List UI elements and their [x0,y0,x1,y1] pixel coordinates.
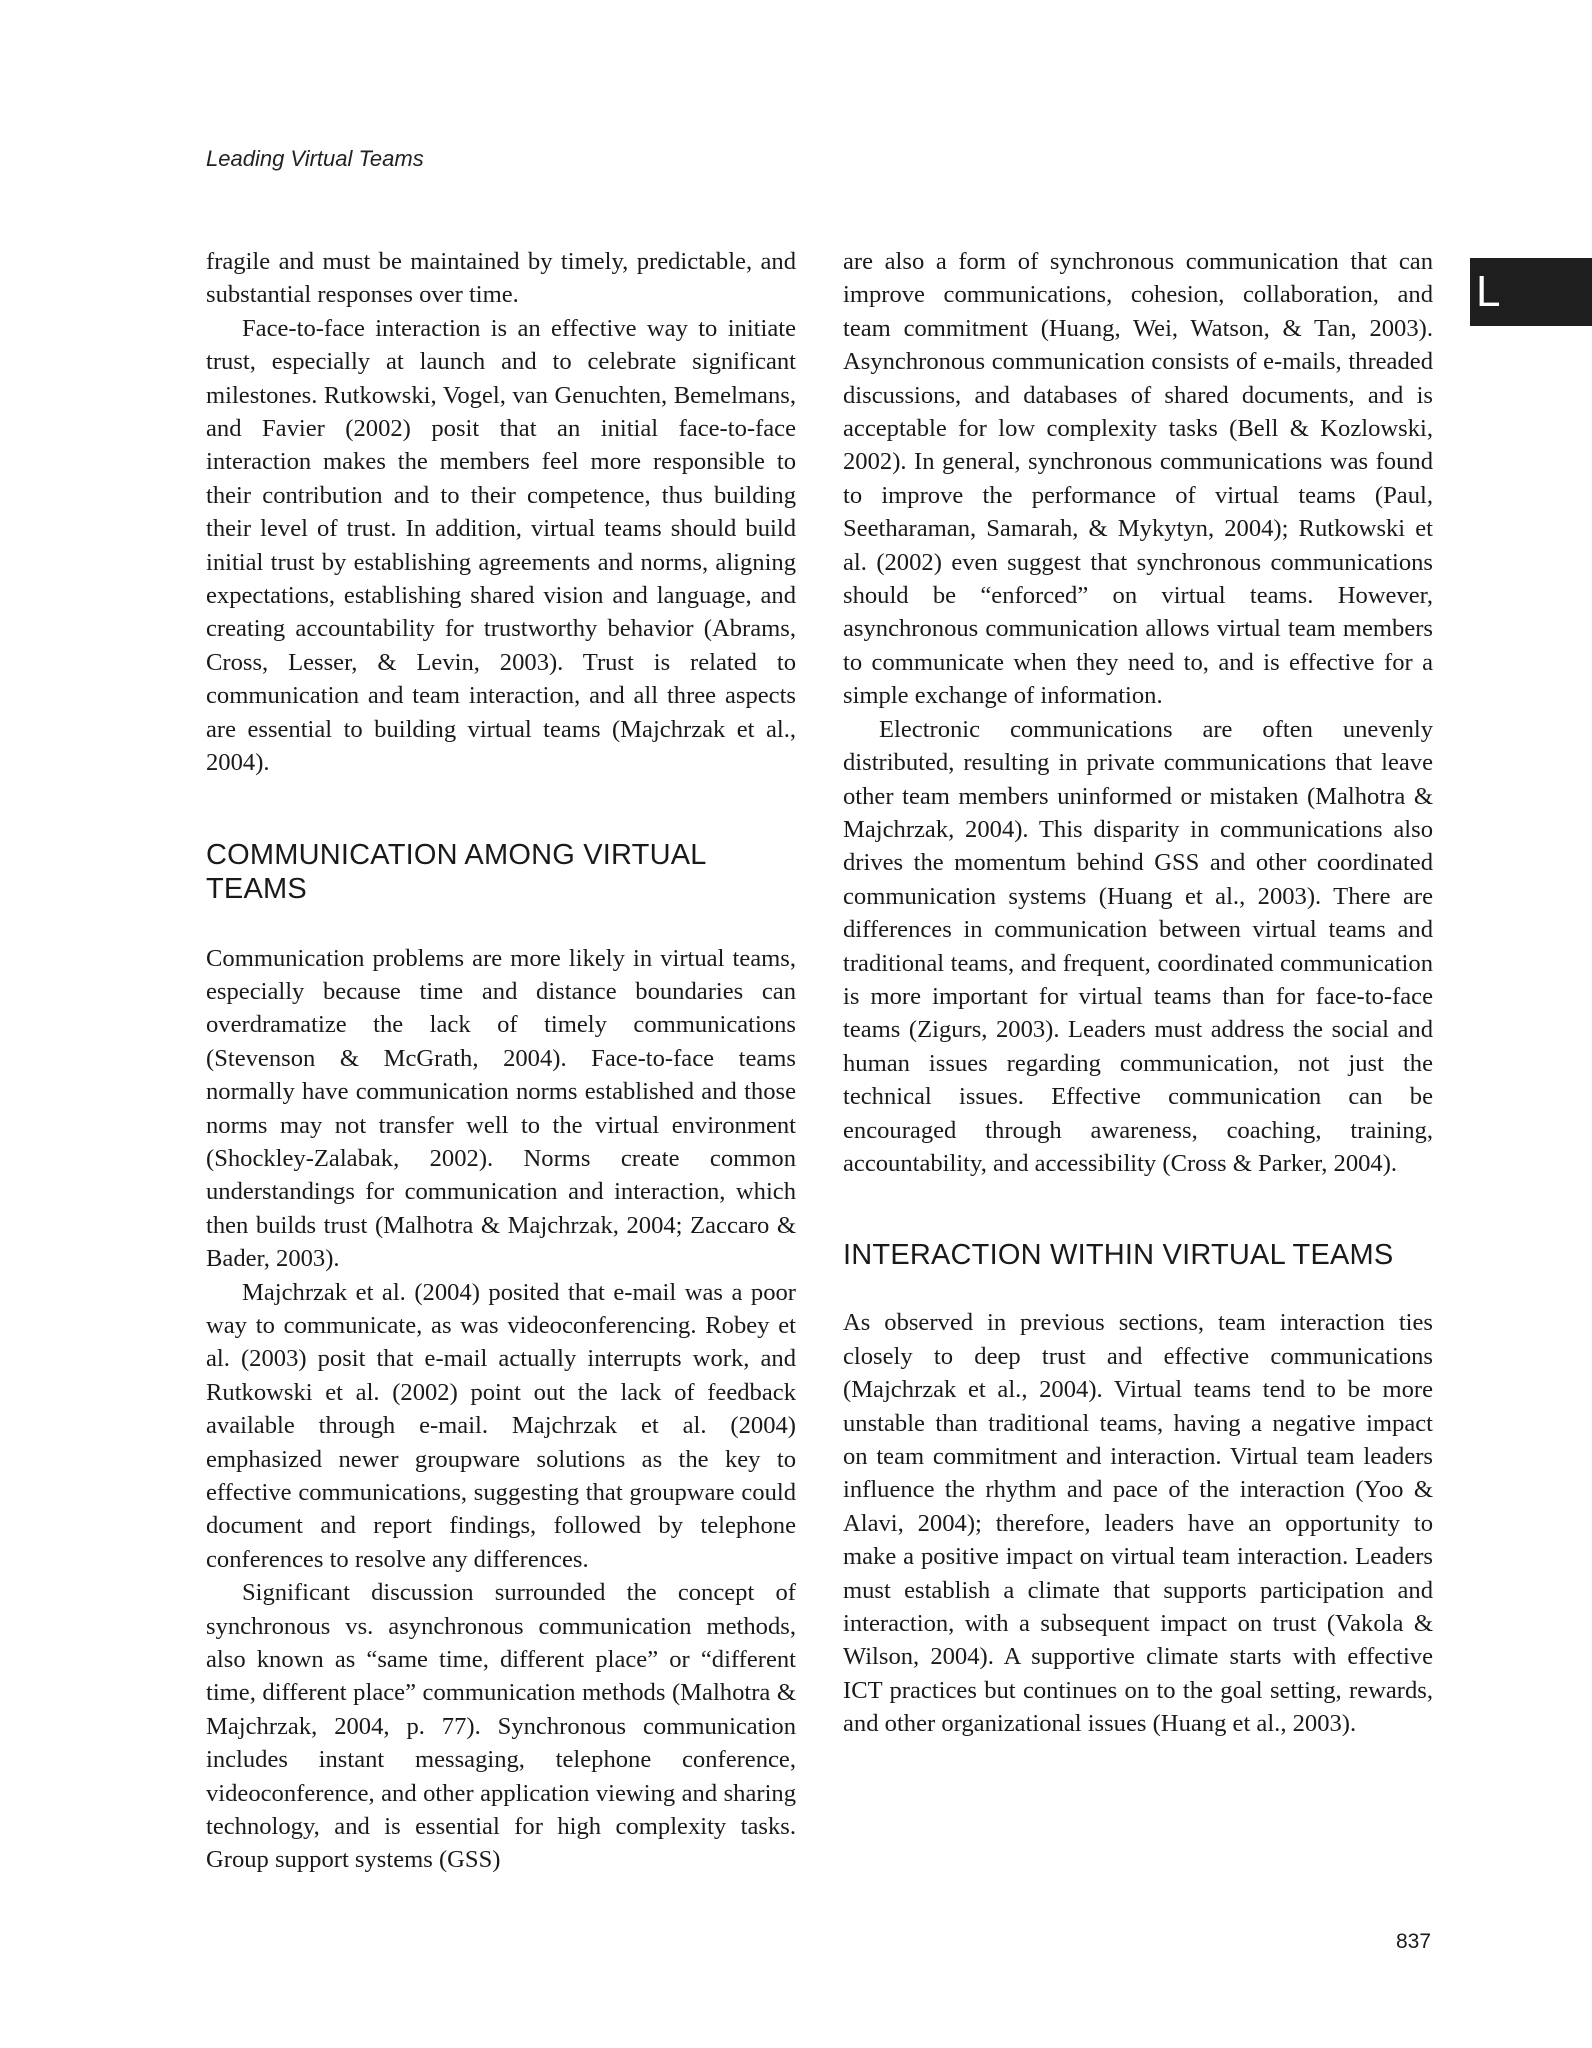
paragraph: Majchrzak et al. (2004) posited that e-mail was a poor way to communicate, as was videoconferencing. Robey et al. (2003) posit that e-mail actually interrupts work, and Rutkowski et al. (2002) point out the lack of feedback available through e-mail. Majchrzak et al. (2004) emphasized newer groupware solutions as the key to effective communications, suggesting that groupware could document and report findings, followed by telephone conferences to resolve any differences. [206,1278,796,1573]
right-column [843,245,1433,1741]
section-heading: COMMUNICATION AMONG VIRTUAL TEAMS [206,838,706,905]
paragraph: As observed in previous sections, team interaction ties closely to deep trust and effective communications (Majchrzak et al., 2004). Virtual teams tend to be more unstable than traditional teams, having a negative impact on team commitment and interaction. Virtual team leaders influence the rhythm and pace of the interaction (Yoo & Alavi, 2004); therefore, leaders have an opportunity to make a positive impact on virtual team interaction. Leaders must establish a climate that supports participation and interaction, with a subsequent impact on trust (Vakola & Wilson, 2004). A supportive climate starts with effective ICT practices but continues on to the goal setting, rewards, and other organizational issues (Huang et al., 2003). [843,1309,1433,1738]
paragraph: Electronic communications are often unevenly distributed, resulting in private communications that leave other team members uninformed or mistaken (Malhotra & Majchrzak, 2004). This disparity in communications also drives the momentum behind GSS and other coordinated communication systems (Huang et al., 2003). There are differences in communication between virtual teams and traditional teams, and frequent, coordinated communication is more important for virtual teams than for face-to-face teams (Zigurs, 2003). Leaders must address the social and human issues regarding communication, not just the technical issues. Effective communication can be encouraged through awareness, coaching, training, accountability, and accessibility (Cross & Parker, 2004). [843,715,1433,1177]
section-tab: L [1470,258,1592,326]
paragraph: Face-to-face interaction is an effective way to initiate trust, especially at launch and to celebrate significant milestones. Rutkowski, Vogel, van Genuchten, Bemelmans, and Favier (2002) posit that an initial face-to-face interaction makes the members feel more responsible to their contribution and to their competence, thus building their level of trust. In addition, virtual teams should build initial trust by establishing agreements and norms, aligning expectations, establishing shared vision and language, and creating accountability for trustworthy behavior (Abrams, Cross, Lesser, & Levin, 2003). Trust is related to communication and team interaction, and all three aspects are essential to building virtual teams (Majchrzak et al., 2004). [206,314,796,777]
paragraph: Significant discussion surrounded the concept of synchronous vs. asynchronous communication methods, also known as “same time, different place” or “different time, different place” communication methods (Malhotra & Majchrzak, 2004, p. 77). Synchronous communication includes instant messaging, telephone conference, videoconference, and other application viewing and sharing technology, and is essential for high complexity tasks. Group support systems (GSS) [206,1579,796,1874]
page-number: 837 [1396,1930,1432,1953]
left-column [206,245,796,1877]
section-heading: INTERACTION WITHIN VIRTUAL TEAMS [843,1239,1394,1272]
paragraph: are also a form of synchronous communication that can improve communications, cohesion, collaboration, and team commitment (Huang, Wei, Watson, & Tan, 2003). Asynchronous communication consists of e-mails, threaded discussions, and databases of shared documents, and is acceptable for low complexity tasks (Bell & Kozlowski, 2002). In general, synchronous communications was found to improve the performance of virtual teams (Paul, Seetharaman, Samarah, & Mykytyn, 2004); Rutkowski et al. (2002) even suggest that synchronous communications should be “enforced” on virtual teams. However, asynchronous communication allows virtual team members to communicate when they need to, and is effective for a simple exchange of information. [843,248,1433,710]
paragraph: fragile and must be maintained by timely, predictable, and substantial responses over time. [206,248,796,309]
paragraph: Communication problems are more likely in virtual teams, especially because time and distance boundaries can overdramatize the lack of timely communications (Stevenson & McGrath, 2004). Face-to-face teams normally have communication norms established and those norms may not transfer well to the virtual environment (Shockley-Zalabak, 2002). Norms create common understandings for communication and interaction, which then builds trust (Malhotra & Majchrzak, 2004; Zaccaro & Bader, 2003). [206,944,796,1273]
running-head: Leading Virtual Teams [206,146,424,171]
